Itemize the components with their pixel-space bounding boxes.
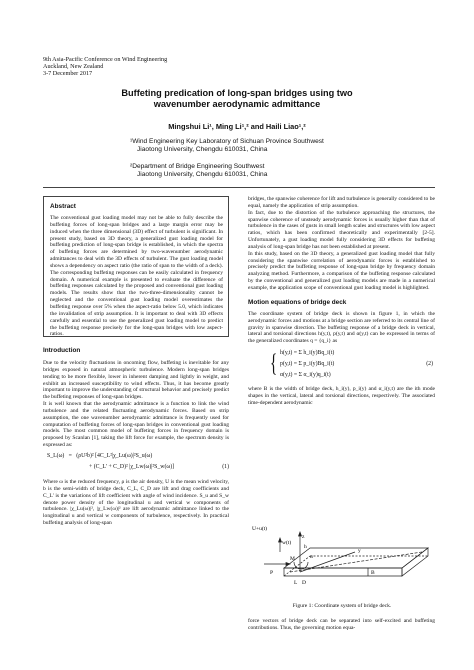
label-d: D <box>302 580 306 586</box>
equation-1-line-1: S_L(ω) = (ρU²b)² [4C_L²|χ_Lu(ω)|²S_u(ω) <box>47 452 153 459</box>
equation-2-line-2: p(y,t) = Σ p_i(y)Bq_i(t) <box>280 361 335 368</box>
conference-info: 9th Asia-Pacific Conference on Wind Engineering Auckland, New Zealand 3-7 December 2017 <box>43 56 168 78</box>
affiliations <box>130 138 390 179</box>
equation-2-line-3: α(y,t) = Σ α_i(y)q_i(t) <box>280 372 331 379</box>
hidden-edge <box>284 556 310 576</box>
right-paragraph-5: where B is the width of bridge deck, h_i(y), p_i(y) and α_i(y,t) are the ith mode shapes in the vertical, lateral and torsional directions, respectively. The associated time-dependent aerodynamic <box>248 386 435 406</box>
affiliation-2-line-2: Jiaotong University, Chengdu 610031, China <box>137 171 268 178</box>
intro-paragraph-3: Where ω is the reduced frequency, ρ is the air density, U is the mean wind velocity, b is the semi-width of bridge deck, C_L, C_D are lift and drag coefficients and C_L' is the variations of lift coefficient with angle of wind incidence. S_u and S_w denote power density of the longitudinal u and vertical w components of turbulence. |χ_Lu(ω)|², |χ_Lw(ω)|² are lift aerodynamic admittance linked to the longitudinal u and vertical w components of turbulence, respectively. In practical buffeting analysis of long-span <box>43 478 229 527</box>
label-b: B <box>371 570 375 576</box>
affiliation-1-line-1: ¹Wind Engineering Key Laboratory of Sichuan Province Southwest <box>130 138 324 145</box>
equation-2 <box>248 348 435 384</box>
right-paragraph-6: force vectors of bridge deck can be separated into self-excited and buffeting contributions. Thus, the governing motion equa- <box>248 618 435 631</box>
intro-paragraph-2: It is well known that the aerodynamic admittance is a function to link the wind turbulence and the related fluctuating aerodynamic forces. Based on strip assumption, the one wavenumber aerodynamic admittance is frequently used for computation of buffeting forces of long-span bridges in conventional gust loading models. The most common model of buffeting forces in frequency domain is proposed by Scanlan [1], taking the lift force for example, the spectrum density is expressed as: <box>43 401 229 449</box>
equation-1-number: (1) <box>222 463 229 470</box>
label-z: z <box>302 534 305 540</box>
right-paragraph-3: In this study, based on the 3D theory, a generalized gust loading model that fully considering the spanwise correlation of aerodynamic forces is established to precisely predict the buffeting response of long-span bridge by frequency domain analyzing method. Furthermore, a comparison of the buffeting response calculated by the conventional and generalized gust loading models are made in a numerical example, the application scope of conventional gust loading model is highlighted. <box>248 250 435 291</box>
abstract-text: The conventional gust loading model may not be able to fully describe the buffeting forces of long-span bridges and a large margin error may be induced when the three dimensional (3D) effect of turbulent is significant. In present study, based on 3D theory, a generalized gust loading model for buffeting prediction of long-span bridge is established, in which the spectra of buffeting forces are determined by two-wavenumber aerodynamic admittances to deal with the 3D effects of turbulent. The gust loading model shows a dependency on aspect ratio (the ratio of span to the width of a deck). The corresponding buffeting responses can be easily calculated in frequency domain. A numerical example is presented to evaluate the difference of buffeting responses calculated by the proposed and conventional gust loading models. The results show that the two-three-dimensionality cannot be neglected and the conventional gust loading model overestimates the buffeting response over 5% when the aspect-ratio below 5.0, which indicates the invalidation of strip assumption. It is important to deal with 3D effects carefully and essential to use the generalized gust loading model to predict the buffeting response precisely for the long-span bridges with low aspect-ratios. <box>50 215 223 338</box>
label-m: M <box>290 556 295 562</box>
right-column <box>248 196 435 407</box>
deck-side-face <box>402 548 428 576</box>
affiliation-1-line-2: Jiaotong University, Chengdu 610031, China <box>137 146 268 153</box>
introduction-section <box>43 347 229 527</box>
abstract-heading: Abstract <box>50 203 76 210</box>
bridge-deck-figure <box>250 518 434 608</box>
equation-2-line-1: h(y,t) = Σ h_i(y)Bq_i(t) <box>280 350 335 357</box>
divider <box>43 187 435 188</box>
equation-1-line-2: + (C_L' + C_D)² |χ_Lw(ω)|²S_w(ω)] <box>89 463 175 470</box>
equation-1 <box>43 452 229 476</box>
right-paragraph-2: In fact, due to the distortion of the turbulence approaching the structures, the spanwise coherence of unsteady aerodynamic forces is usually higher than that of turbulence in the cases of gusts in small length scales and structures with low aspect ratios, which has been confirmed theoretically and experimentally [2-5]. Unfortunately, a gust loading model fully considering 3D effects for buffeting analysis of long-span bridge has not been established at present. <box>248 209 435 250</box>
right-paragraph-4: The coordinate system of bridge deck is shown in figure 1, in which the aerodynamic forces and motions at a bridge section are referred to its central line of gravity in spanwise direction. The buffeting response of a bridge deck in vertical, lateral and torsional directions h(y,t), p(y,t) and α(y,t) can be expressed in terms of the generalized coordinates q = {q_i} as <box>248 310 435 345</box>
intro-paragraph-1: Due to the velocity fluctuations in oncoming flow, buffeting is inevitable for any bridges exposed in natural atmospheric turbulence. Modern long-span bridges tending to be more flexible, lower in inherent damping and lightly in weight, and exhibit an increased susceptibility to wind effects. Thus, it has become greatly important to improve the understanding of structural behavior and precisely predict the buffeting responses of long-span bridges. <box>43 360 229 401</box>
abstract-box <box>43 196 229 337</box>
label-h: h <box>304 544 307 550</box>
label-p: P <box>270 570 274 576</box>
equation-2-brace: { <box>270 350 278 378</box>
equation-2-number: (2) <box>426 361 433 368</box>
label-w: w(t) <box>282 540 292 546</box>
label-alpha: α <box>310 554 313 560</box>
figure-caption: Figure 1: Coordinate system of bridge deck. <box>292 603 392 609</box>
affiliation-2-line-1: ²Department of Bridge Engineering Southwest <box>130 163 265 170</box>
right-paragraph-1: bridges, the spanwise coherence for lift and turbulence is generally considered to be equal, namely the application of strip assumption. <box>248 196 435 209</box>
label-u: U+u(t) <box>252 526 268 532</box>
paper-title: Buffeting predication of long-span bridges using two wavenumber aerodynamic admittance <box>121 88 353 109</box>
introduction-heading: Introduction <box>43 347 81 354</box>
label-y: y <box>358 548 361 554</box>
authors: Mingshui Li¹, Ming Li¹,² and Haili Liao¹,² <box>168 122 306 131</box>
motion-equations-heading: Motion equations of bridge deck <box>248 298 347 306</box>
wind-arrow-head <box>286 563 290 566</box>
label-l: L <box>294 580 298 586</box>
